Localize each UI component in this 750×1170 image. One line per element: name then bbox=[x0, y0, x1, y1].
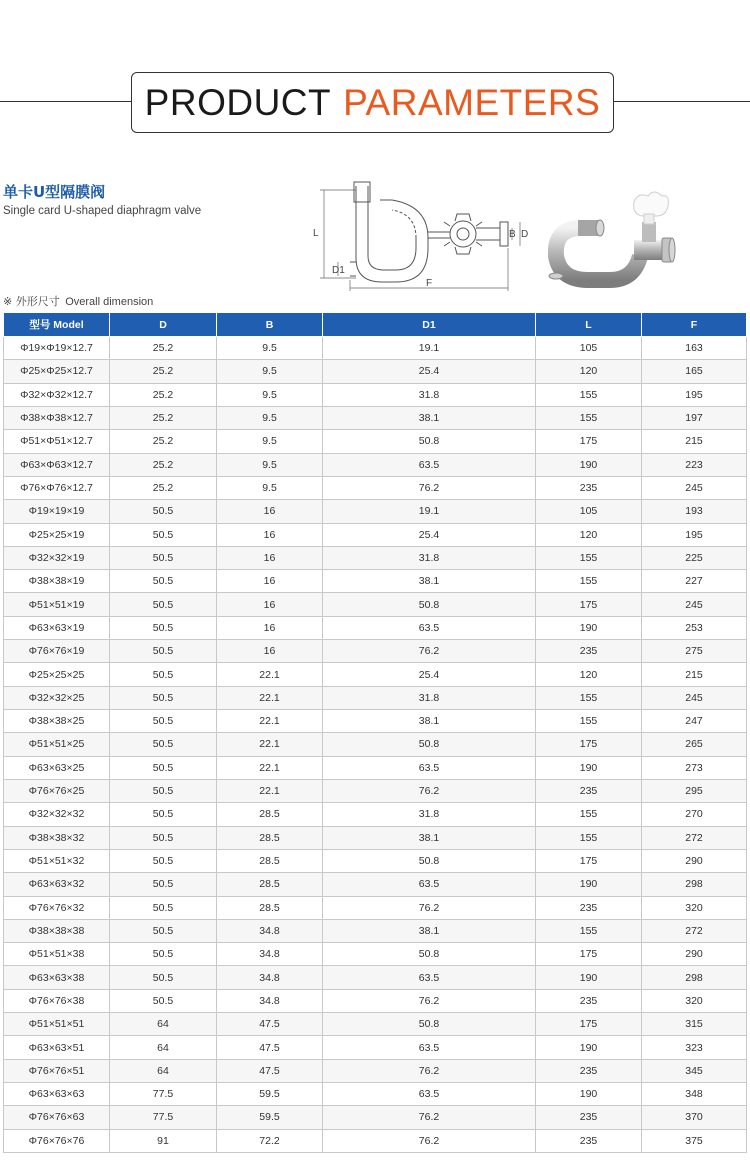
table-row bbox=[4, 803, 747, 826]
cell-d1: 31.8 bbox=[323, 803, 536, 826]
cell-d1: 76.2 bbox=[323, 1059, 536, 1082]
table-row bbox=[4, 1036, 747, 1059]
cell-model: Φ63×Φ63×12.7 bbox=[4, 453, 110, 476]
cell-f: 320 bbox=[642, 989, 747, 1012]
section-banner bbox=[131, 72, 614, 133]
cell-b: 34.8 bbox=[217, 943, 323, 966]
cell-d: 91 bbox=[110, 1129, 217, 1152]
cell-b: 9.5 bbox=[217, 476, 323, 499]
cell-l: 175 bbox=[536, 1013, 642, 1036]
table-header-row bbox=[4, 313, 747, 337]
cell-b: 16 bbox=[217, 640, 323, 663]
cell-model: Φ76×Φ76×12.7 bbox=[4, 476, 110, 499]
header-d: D bbox=[110, 313, 217, 337]
cell-b: 28.5 bbox=[217, 873, 323, 896]
cell-f: 320 bbox=[642, 896, 747, 919]
cell-d1: 25.4 bbox=[323, 523, 536, 546]
cell-model: Φ19×19×19 bbox=[4, 500, 110, 523]
cell-d: 25.2 bbox=[110, 453, 217, 476]
cell-f: 290 bbox=[642, 849, 747, 872]
cell-model: Φ76×76×19 bbox=[4, 640, 110, 663]
cell-l: 155 bbox=[536, 803, 642, 826]
cell-d: 25.2 bbox=[110, 430, 217, 453]
cell-f: 197 bbox=[642, 406, 747, 429]
cell-d1: 63.5 bbox=[323, 756, 536, 779]
cell-model: Φ76×76×51 bbox=[4, 1059, 110, 1082]
table-row bbox=[4, 593, 747, 616]
cell-b: 16 bbox=[217, 593, 323, 616]
cell-l: 155 bbox=[536, 546, 642, 569]
cell-d1: 63.5 bbox=[323, 453, 536, 476]
table-row bbox=[4, 406, 747, 429]
cell-model: Φ76×76×25 bbox=[4, 779, 110, 802]
cell-b: 34.8 bbox=[217, 919, 323, 942]
cell-d: 64 bbox=[110, 1013, 217, 1036]
cell-l: 155 bbox=[536, 406, 642, 429]
cell-d1: 19.1 bbox=[323, 500, 536, 523]
cell-f: 290 bbox=[642, 943, 747, 966]
cell-d: 50.5 bbox=[110, 570, 217, 593]
cell-f: 195 bbox=[642, 523, 747, 546]
cell-f: 375 bbox=[642, 1129, 747, 1152]
cell-d: 77.5 bbox=[110, 1083, 217, 1106]
table-row bbox=[4, 873, 747, 896]
cell-b: 34.8 bbox=[217, 966, 323, 989]
cell-l: 120 bbox=[536, 360, 642, 383]
cell-f: 223 bbox=[642, 453, 747, 476]
cell-model: Φ63×63×51 bbox=[4, 1036, 110, 1059]
header-model: 型号 Model bbox=[4, 313, 110, 337]
cell-d: 50.5 bbox=[110, 733, 217, 756]
cell-d: 50.5 bbox=[110, 966, 217, 989]
table-row bbox=[4, 476, 747, 499]
cell-d: 50.5 bbox=[110, 873, 217, 896]
cell-l: 175 bbox=[536, 733, 642, 756]
product-title-en: Single card U-shaped diaphragm valve bbox=[3, 205, 202, 217]
cell-b: 16 bbox=[217, 500, 323, 523]
cell-d: 25.2 bbox=[110, 406, 217, 429]
cell-f: 273 bbox=[642, 756, 747, 779]
table-row bbox=[4, 453, 747, 476]
cell-f: 225 bbox=[642, 546, 747, 569]
cell-model: Φ38×38×38 bbox=[4, 919, 110, 942]
cell-b: 28.5 bbox=[217, 803, 323, 826]
table-row bbox=[4, 966, 747, 989]
cell-d1: 25.4 bbox=[323, 663, 536, 686]
cell-l: 155 bbox=[536, 686, 642, 709]
cell-b: 47.5 bbox=[217, 1059, 323, 1082]
cell-model: Φ51×51×25 bbox=[4, 733, 110, 756]
dimension-note bbox=[3, 293, 153, 309]
cell-model: Φ51×Φ51×12.7 bbox=[4, 430, 110, 453]
table-row bbox=[4, 1129, 747, 1152]
cell-model: Φ32×32×25 bbox=[4, 686, 110, 709]
table-row bbox=[4, 640, 747, 663]
cell-d1: 50.8 bbox=[323, 430, 536, 453]
cell-f: 345 bbox=[642, 1059, 747, 1082]
cell-d1: 63.5 bbox=[323, 1036, 536, 1059]
cell-d1: 50.8 bbox=[323, 943, 536, 966]
cell-l: 190 bbox=[536, 453, 642, 476]
cell-f: 163 bbox=[642, 337, 747, 360]
table-row bbox=[4, 1059, 747, 1082]
note-symbol: ※ bbox=[3, 295, 13, 308]
cell-model: Φ51×51×32 bbox=[4, 849, 110, 872]
spec-table bbox=[3, 312, 747, 1153]
cell-model: Φ51×51×19 bbox=[4, 593, 110, 616]
cell-model: Φ76×76×76 bbox=[4, 1129, 110, 1152]
cell-b: 22.1 bbox=[217, 663, 323, 686]
cell-l: 175 bbox=[536, 593, 642, 616]
cell-d1: 38.1 bbox=[323, 919, 536, 942]
table-row bbox=[4, 337, 747, 360]
cell-d1: 63.5 bbox=[323, 1083, 536, 1106]
cell-d: 25.2 bbox=[110, 476, 217, 499]
cell-d: 50.5 bbox=[110, 686, 217, 709]
cell-b: 22.1 bbox=[217, 686, 323, 709]
cell-d1: 38.1 bbox=[323, 406, 536, 429]
table-row bbox=[4, 733, 747, 756]
table-row bbox=[4, 360, 747, 383]
cell-l: 175 bbox=[536, 943, 642, 966]
cell-f: 195 bbox=[642, 383, 747, 406]
cell-b: 9.5 bbox=[217, 360, 323, 383]
cell-d: 50.5 bbox=[110, 943, 217, 966]
cell-l: 155 bbox=[536, 919, 642, 942]
cell-f: 265 bbox=[642, 733, 747, 756]
cell-d: 50.5 bbox=[110, 593, 217, 616]
cell-l: 120 bbox=[536, 663, 642, 686]
cell-d1: 76.2 bbox=[323, 896, 536, 919]
cell-model: Φ19×Φ19×12.7 bbox=[4, 337, 110, 360]
cell-d: 50.5 bbox=[110, 919, 217, 942]
note-en: Overall dimension bbox=[65, 296, 154, 308]
cell-f: 323 bbox=[642, 1036, 747, 1059]
table-row bbox=[4, 500, 747, 523]
cell-l: 105 bbox=[536, 500, 642, 523]
cell-model: Φ51×51×38 bbox=[4, 943, 110, 966]
table-row bbox=[4, 849, 747, 872]
cell-d: 50.5 bbox=[110, 779, 217, 802]
drawing-label-l: L bbox=[313, 228, 319, 239]
product-photo bbox=[548, 180, 698, 295]
cell-d: 50.5 bbox=[110, 849, 217, 872]
table-row bbox=[4, 779, 747, 802]
cell-b: 22.1 bbox=[217, 756, 323, 779]
cell-l: 190 bbox=[536, 616, 642, 639]
cell-b: 9.5 bbox=[217, 406, 323, 429]
cell-d1: 76.2 bbox=[323, 1129, 536, 1152]
table-row bbox=[4, 756, 747, 779]
cell-f: 227 bbox=[642, 570, 747, 593]
cell-l: 235 bbox=[536, 476, 642, 499]
cell-l: 235 bbox=[536, 1106, 642, 1129]
table-row bbox=[4, 989, 747, 1012]
table-row bbox=[4, 943, 747, 966]
cell-b: 59.5 bbox=[217, 1083, 323, 1106]
cell-d1: 50.8 bbox=[323, 1013, 536, 1036]
cell-model: Φ32×32×19 bbox=[4, 546, 110, 569]
cell-b: 47.5 bbox=[217, 1013, 323, 1036]
table-row bbox=[4, 383, 747, 406]
cell-f: 165 bbox=[642, 360, 747, 383]
cell-model: Φ63×63×38 bbox=[4, 966, 110, 989]
header-l: L bbox=[536, 313, 642, 337]
cell-f: 215 bbox=[642, 430, 747, 453]
cell-d: 50.5 bbox=[110, 663, 217, 686]
cell-d1: 76.2 bbox=[323, 779, 536, 802]
cell-b: 16 bbox=[217, 616, 323, 639]
cell-d1: 76.2 bbox=[323, 640, 536, 663]
cell-d: 50.5 bbox=[110, 896, 217, 919]
cell-model: Φ38×38×19 bbox=[4, 570, 110, 593]
header-f: F bbox=[642, 313, 747, 337]
cell-d: 50.5 bbox=[110, 546, 217, 569]
cell-d: 50.5 bbox=[110, 616, 217, 639]
cell-model: Φ38×38×32 bbox=[4, 826, 110, 849]
cell-d1: 38.1 bbox=[323, 710, 536, 733]
cell-f: 245 bbox=[642, 476, 747, 499]
cell-f: 193 bbox=[642, 500, 747, 523]
cell-d: 64 bbox=[110, 1036, 217, 1059]
cell-l: 235 bbox=[536, 640, 642, 663]
cell-d1: 31.8 bbox=[323, 686, 536, 709]
cell-f: 295 bbox=[642, 779, 747, 802]
cell-d: 25.2 bbox=[110, 360, 217, 383]
table-row bbox=[4, 523, 747, 546]
cell-f: 245 bbox=[642, 686, 747, 709]
table-row bbox=[4, 616, 747, 639]
cell-f: 247 bbox=[642, 710, 747, 733]
cell-model: Φ25×Φ25×12.7 bbox=[4, 360, 110, 383]
drawing-label-d1: D1 bbox=[332, 265, 345, 276]
cell-f: 272 bbox=[642, 826, 747, 849]
cell-d: 50.5 bbox=[110, 500, 217, 523]
cell-d: 50.5 bbox=[110, 523, 217, 546]
cell-l: 190 bbox=[536, 873, 642, 896]
cell-l: 235 bbox=[536, 1059, 642, 1082]
cell-d: 50.5 bbox=[110, 756, 217, 779]
cell-b: 9.5 bbox=[217, 453, 323, 476]
cell-f: 315 bbox=[642, 1013, 747, 1036]
cell-b: 28.5 bbox=[217, 896, 323, 919]
cell-l: 235 bbox=[536, 1129, 642, 1152]
header-b: B bbox=[217, 313, 323, 337]
cell-d1: 63.5 bbox=[323, 966, 536, 989]
cell-d1: 25.4 bbox=[323, 360, 536, 383]
cell-l: 190 bbox=[536, 756, 642, 779]
cell-b: 28.5 bbox=[217, 849, 323, 872]
cell-d1: 38.1 bbox=[323, 570, 536, 593]
cell-d1: 76.2 bbox=[323, 989, 536, 1012]
table-row bbox=[4, 710, 747, 733]
cell-d1: 63.5 bbox=[323, 616, 536, 639]
table-row bbox=[4, 546, 747, 569]
cell-b: 22.1 bbox=[217, 710, 323, 733]
cell-d: 25.2 bbox=[110, 337, 217, 360]
cell-l: 235 bbox=[536, 989, 642, 1012]
cell-b: 22.1 bbox=[217, 779, 323, 802]
table-row bbox=[4, 1106, 747, 1129]
table-body bbox=[4, 337, 747, 1153]
banner-rule-left bbox=[0, 101, 131, 102]
cell-l: 105 bbox=[536, 337, 642, 360]
drawing-label-d: D bbox=[521, 229, 529, 240]
cell-model: Φ63×63×32 bbox=[4, 873, 110, 896]
cell-d: 25.2 bbox=[110, 383, 217, 406]
table-row bbox=[4, 1083, 747, 1106]
product-title-cn: 单卡U型隔膜阀 bbox=[3, 183, 106, 201]
cell-model: Φ51×51×51 bbox=[4, 1013, 110, 1036]
cell-d1: 76.2 bbox=[323, 476, 536, 499]
cell-b: 28.5 bbox=[217, 826, 323, 849]
cell-b: 59.5 bbox=[217, 1106, 323, 1129]
cell-f: 245 bbox=[642, 593, 747, 616]
cell-b: 9.5 bbox=[217, 383, 323, 406]
cell-b: 9.5 bbox=[217, 337, 323, 360]
cell-l: 155 bbox=[536, 570, 642, 593]
cell-f: 370 bbox=[642, 1106, 747, 1129]
cell-f: 270 bbox=[642, 803, 747, 826]
cell-f: 298 bbox=[642, 873, 747, 896]
cell-d: 50.5 bbox=[110, 710, 217, 733]
drawing-label-b: B bbox=[509, 229, 516, 240]
cell-b: 16 bbox=[217, 523, 323, 546]
cell-model: Φ32×32×32 bbox=[4, 803, 110, 826]
cell-l: 175 bbox=[536, 849, 642, 872]
banner-rule-right bbox=[614, 101, 750, 102]
table-row bbox=[4, 826, 747, 849]
cell-l: 235 bbox=[536, 779, 642, 802]
banner-word-parameters: PARAMETERS bbox=[343, 81, 601, 123]
table-row bbox=[4, 570, 747, 593]
cell-model: Φ63×63×25 bbox=[4, 756, 110, 779]
cell-d1: 31.8 bbox=[323, 383, 536, 406]
cell-l: 175 bbox=[536, 430, 642, 453]
cell-model: Φ32×Φ32×12.7 bbox=[4, 383, 110, 406]
note-cn: 外形尺寸 bbox=[15, 295, 60, 308]
cell-d: 50.5 bbox=[110, 989, 217, 1012]
cell-model: Φ76×76×63 bbox=[4, 1106, 110, 1129]
cell-d1: 63.5 bbox=[323, 873, 536, 896]
cell-model: Φ63×63×63 bbox=[4, 1083, 110, 1106]
cell-d: 50.5 bbox=[110, 826, 217, 849]
table-row bbox=[4, 430, 747, 453]
cell-l: 155 bbox=[536, 826, 642, 849]
cell-d1: 31.8 bbox=[323, 546, 536, 569]
cell-d: 50.5 bbox=[110, 803, 217, 826]
cell-d1: 38.1 bbox=[323, 826, 536, 849]
cell-b: 22.1 bbox=[217, 733, 323, 756]
technical-drawing bbox=[310, 176, 540, 294]
table-row bbox=[4, 686, 747, 709]
cell-d1: 76.2 bbox=[323, 1106, 536, 1129]
cell-l: 120 bbox=[536, 523, 642, 546]
cell-model: Φ38×Φ38×12.7 bbox=[4, 406, 110, 429]
cell-f: 253 bbox=[642, 616, 747, 639]
cell-b: 47.5 bbox=[217, 1036, 323, 1059]
cell-l: 190 bbox=[536, 1083, 642, 1106]
cell-b: 16 bbox=[217, 570, 323, 593]
cell-l: 155 bbox=[536, 710, 642, 733]
cell-d: 64 bbox=[110, 1059, 217, 1082]
table-row bbox=[4, 896, 747, 919]
cell-b: 16 bbox=[217, 546, 323, 569]
cell-l: 190 bbox=[536, 966, 642, 989]
cell-d1: 50.8 bbox=[323, 593, 536, 616]
drawing-label-f: F bbox=[426, 278, 433, 289]
cell-b: 72.2 bbox=[217, 1129, 323, 1152]
cell-d: 77.5 bbox=[110, 1106, 217, 1129]
cell-model: Φ25×25×25 bbox=[4, 663, 110, 686]
banner-word-product: PRODUCT bbox=[144, 81, 332, 123]
cell-b: 9.5 bbox=[217, 430, 323, 453]
cell-f: 348 bbox=[642, 1083, 747, 1106]
cell-l: 235 bbox=[536, 896, 642, 919]
cell-f: 272 bbox=[642, 919, 747, 942]
cell-model: Φ25×25×19 bbox=[4, 523, 110, 546]
cell-d1: 50.8 bbox=[323, 733, 536, 756]
cell-model: Φ63×63×19 bbox=[4, 616, 110, 639]
cell-f: 298 bbox=[642, 966, 747, 989]
cell-l: 155 bbox=[536, 383, 642, 406]
cell-b: 34.8 bbox=[217, 989, 323, 1012]
cell-model: Φ76×76×32 bbox=[4, 896, 110, 919]
cell-d: 50.5 bbox=[110, 640, 217, 663]
table-row bbox=[4, 919, 747, 942]
table-row bbox=[4, 663, 747, 686]
cell-f: 215 bbox=[642, 663, 747, 686]
cell-l: 190 bbox=[536, 1036, 642, 1059]
cell-d1: 50.8 bbox=[323, 849, 536, 872]
header-d1: D1 bbox=[323, 313, 536, 337]
cell-model: Φ38×38×25 bbox=[4, 710, 110, 733]
cell-model: Φ76×76×38 bbox=[4, 989, 110, 1012]
cell-d1: 19.1 bbox=[323, 337, 536, 360]
table-row bbox=[4, 1013, 747, 1036]
cell-f: 275 bbox=[642, 640, 747, 663]
